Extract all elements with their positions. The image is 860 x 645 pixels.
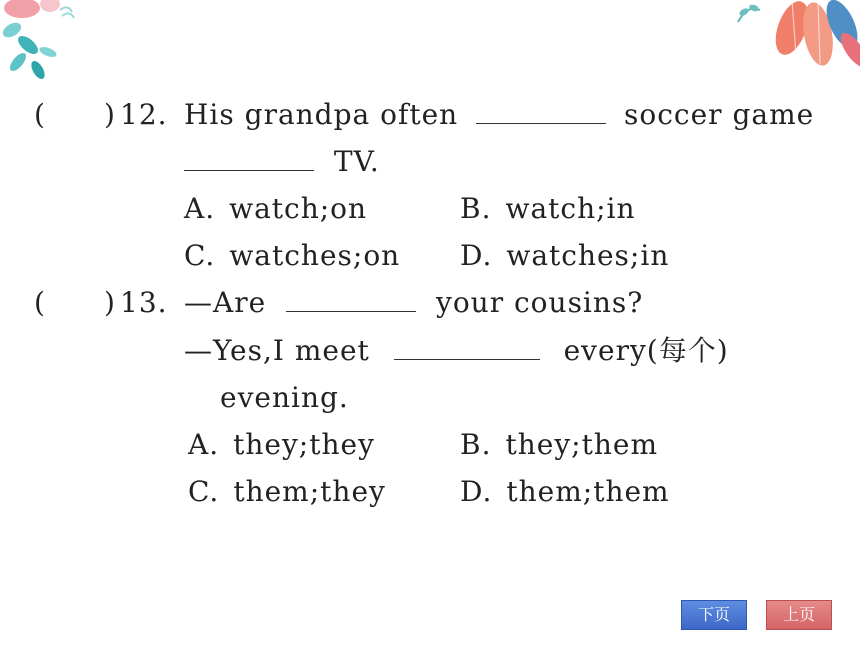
stem-text: TV. (333, 145, 380, 178)
stem-text: your cousins? (436, 286, 644, 319)
leaf-decoration-top-right (730, 0, 860, 75)
answer-blank (286, 289, 416, 312)
question-13-stem-line2 (184, 334, 729, 368)
answer-paren-close-13: ) (104, 286, 115, 319)
prev-page-button[interactable]: 上页 (766, 600, 832, 630)
option-a-13: A. they;they (188, 428, 375, 461)
stem-text: —Are (184, 286, 267, 319)
stem-text: every(每个) (563, 334, 729, 367)
stem-text: soccer game (624, 98, 815, 131)
option-a-12: A. watch;on (184, 192, 368, 225)
next-page-button[interactable]: 下页 (681, 600, 747, 630)
option-b-12: B. watch;in (460, 192, 636, 225)
answer-paren-open-12: ( (34, 98, 45, 131)
option-c-12: C. watches;on (184, 239, 401, 272)
flower-decoration-top-left (0, 0, 90, 95)
question-number-13: 13. (120, 286, 168, 319)
answer-blank (476, 101, 606, 124)
question-number-12: 12. (120, 98, 168, 131)
answer-blank (184, 148, 314, 171)
option-d-13: D. them;them (460, 475, 670, 508)
answer-blank (394, 337, 540, 360)
option-b-13: B. they;them (460, 428, 658, 461)
question-12-stem-line2 (184, 145, 380, 179)
stem-text: His grandpa often (184, 98, 459, 131)
stem-text: —Yes,I meet (184, 334, 370, 367)
answer-paren-open-13: ( (34, 286, 45, 319)
option-d-12: D. watches;in (460, 239, 670, 272)
question-13-stem-line1 (184, 286, 643, 320)
question-12-stem-line1 (184, 98, 814, 132)
answer-paren-close-12: ) (104, 98, 115, 131)
question-13-stem-line3: evening. (220, 381, 349, 414)
option-c-13: C. them;they (188, 475, 386, 508)
